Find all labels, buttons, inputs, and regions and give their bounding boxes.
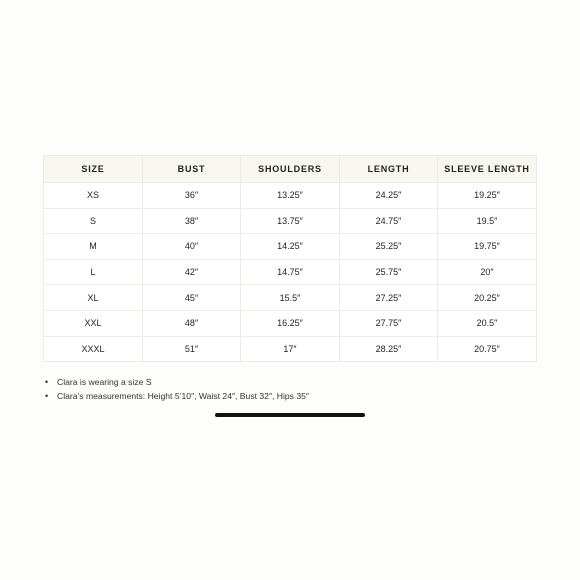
cell-length: 24.75″ (340, 208, 438, 234)
cell-sleeve-length: 20.25″ (438, 285, 537, 311)
cell-sleeve-length: 19.5″ (438, 208, 537, 234)
cell-size: L (44, 259, 143, 285)
cell-size: XXL (44, 310, 143, 336)
cell-size: XXXL (44, 336, 143, 362)
cell-length: 28.25″ (340, 336, 438, 362)
table-row (44, 259, 537, 285)
model-size-note: • Clara is wearing a size S (57, 376, 309, 390)
cell-sleeve-length: 20.75″ (438, 336, 537, 362)
column-header-sleeve-length: SLEEVE LENGTH (438, 156, 537, 183)
column-header-size: SIZE (44, 156, 143, 183)
model-measurements-note: • Clara’s measurements: Height 5’10″, Waist 24″, Bust 32″, Hips 35″ (57, 390, 309, 404)
table-row (44, 285, 537, 311)
cell-shoulders: 13.75″ (241, 208, 340, 234)
table-row (44, 234, 537, 260)
cell-bust: 48″ (143, 310, 241, 336)
cell-bust: 36″ (143, 183, 241, 209)
cell-bust: 38″ (143, 208, 241, 234)
cell-length: 25.75″ (340, 259, 438, 285)
cell-length: 27.25″ (340, 285, 438, 311)
model-notes-list (43, 376, 309, 403)
cell-bust: 51″ (143, 336, 241, 362)
column-header-bust: BUST (143, 156, 241, 183)
header-row (44, 156, 537, 183)
cell-sleeve-length: 20.5″ (438, 310, 537, 336)
cell-bust: 42″ (143, 259, 241, 285)
cell-bust: 45″ (143, 285, 241, 311)
cell-sleeve-length: 20″ (438, 259, 537, 285)
cell-shoulders: 15.5″ (241, 285, 340, 311)
size-chart-table (43, 155, 537, 362)
cell-bust: 40″ (143, 234, 241, 260)
table-row (44, 336, 537, 362)
size-chart-container (43, 155, 536, 362)
column-header-shoulders: SHOULDERS (241, 156, 340, 183)
cell-size: M (44, 234, 143, 260)
column-header-length: LENGTH (340, 156, 438, 183)
cell-size: XL (44, 285, 143, 311)
table-row (44, 208, 537, 234)
table-row (44, 310, 537, 336)
cell-sleeve-length: 19.25″ (438, 183, 537, 209)
cell-shoulders: 14.75″ (241, 259, 340, 285)
cell-shoulders: 14.25″ (241, 234, 340, 260)
home-indicator-bar[interactable] (215, 413, 365, 417)
cell-length: 24.25″ (340, 183, 438, 209)
cell-sleeve-length: 19.75″ (438, 234, 537, 260)
cell-shoulders: 13.25″ (241, 183, 340, 209)
cell-shoulders: 17″ (241, 336, 340, 362)
cell-size: S (44, 208, 143, 234)
cell-length: 25.25″ (340, 234, 438, 260)
cell-size: XS (44, 183, 143, 209)
cell-shoulders: 16.25″ (241, 310, 340, 336)
table-row (44, 183, 537, 209)
cell-length: 27.75″ (340, 310, 438, 336)
